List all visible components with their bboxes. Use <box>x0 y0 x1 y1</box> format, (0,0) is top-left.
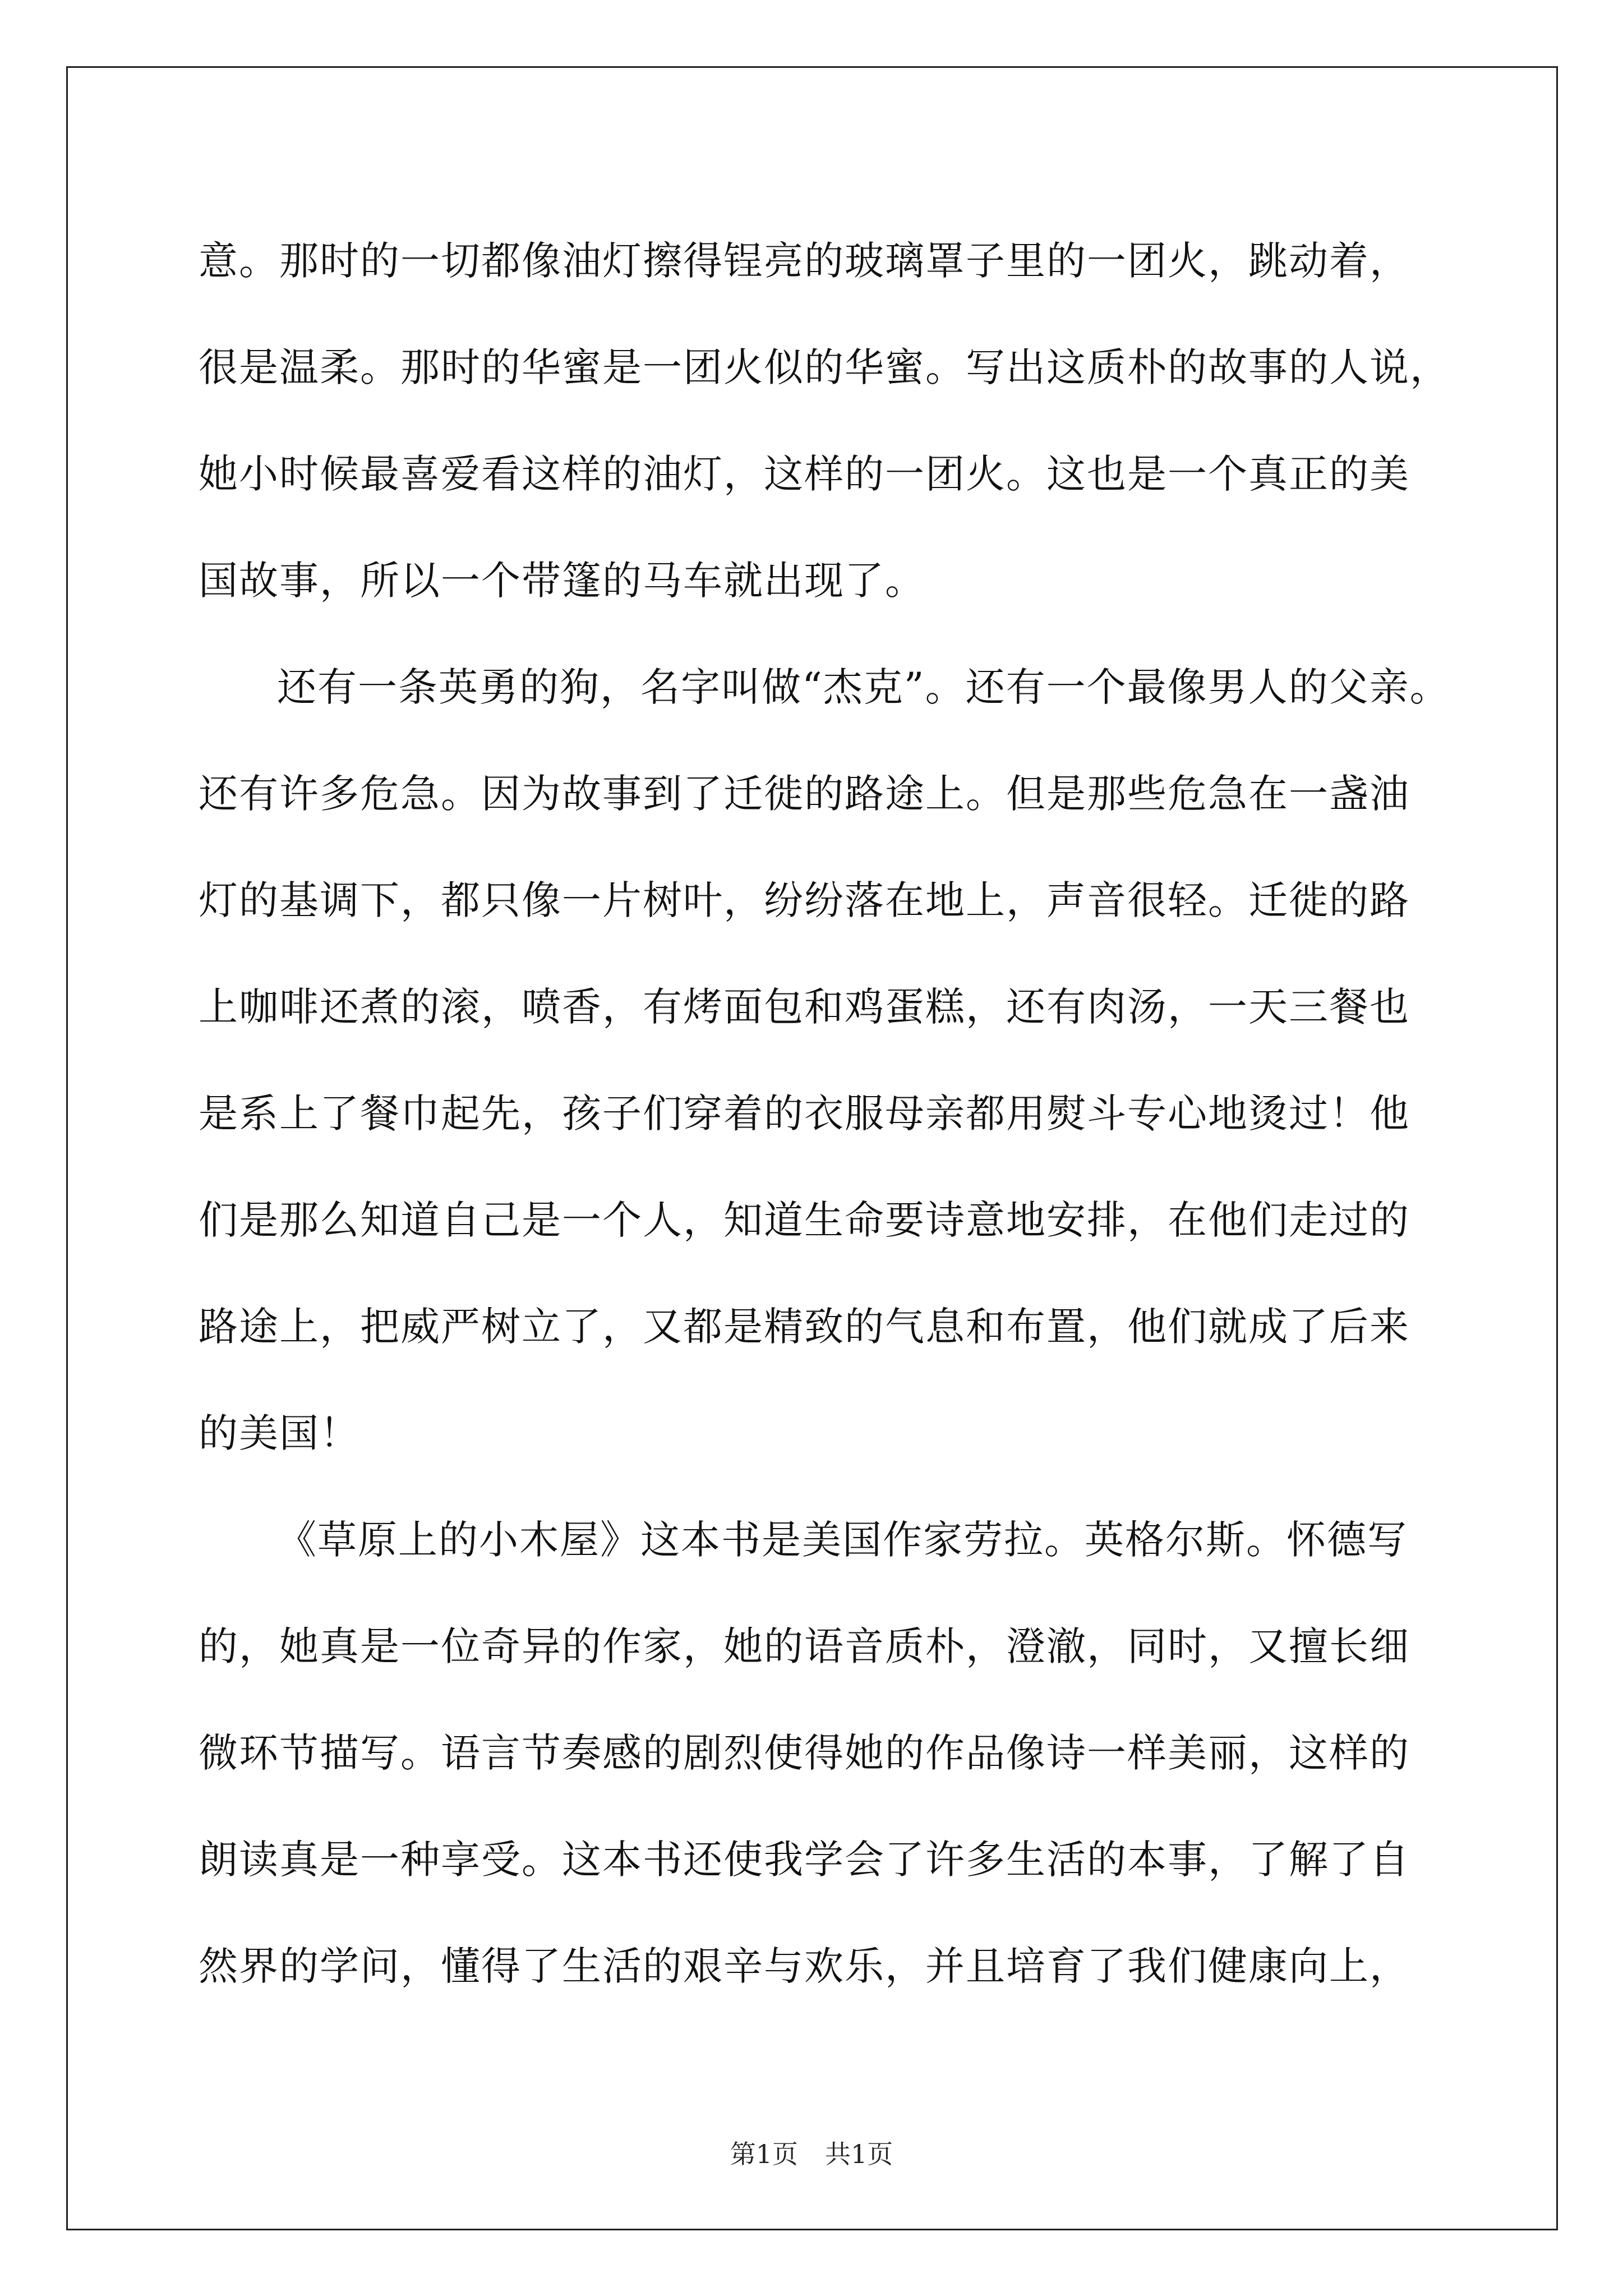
text-line-12: 的美国！ <box>199 1410 360 1456</box>
text-line-15: 微环节描写。语言节奏感的剧烈使得她的作品像诗一样美丽，这样的 <box>199 1730 1410 1776</box>
page-number: 第1页 <box>730 2139 798 2169</box>
page-total: 共1页 <box>825 2139 893 2169</box>
text-line-4: 国故事，所以一个带篷的马车就出现了。 <box>199 558 925 604</box>
text-line-8: 上咖啡还煮的滚，喷香，有烤面包和鸡蛋糕，还有肉汤，一天三餐也 <box>199 984 1410 1030</box>
text-line-3: 她小时候最喜爱看这样的油灯，这样的一团火。这也是一个真正的美 <box>199 451 1410 497</box>
text-line-14: 的，她真是一位奇异的作家，她的语音质朴，澄澈，同时，又擅长细 <box>199 1623 1410 1669</box>
document-body <box>199 208 1449 2019</box>
text-line-13: 《草原上的小木屋》这本书是美国作家劳拉。英格尔斯。怀德写 <box>277 1517 1408 1563</box>
text-line-16: 朗读真是一种享受。这本书还使我学会了许多生活的本事，了解了自 <box>199 1837 1410 1883</box>
text-line-9: 是系上了餐巾起先，孩子们穿着的衣服母亲都用熨斗专心地烫过！他 <box>199 1091 1410 1137</box>
text-line-17: 然界的学问，懂得了生活的艰辛与欢乐，并且培育了我们健康向上， <box>199 1943 1410 1989</box>
text-line-2: 很是温柔。那时的华蜜是一团火似的华蜜。写出这质朴的故事的人说， <box>199 344 1450 390</box>
text-line-10: 们是那么知道自己是一个人，知道生命要诗意地安排，在他们走过的 <box>199 1197 1410 1243</box>
text-line-5: 还有一条英勇的狗，名字叫做“杰克”。还有一个最像男人的父亲。 <box>277 664 1450 710</box>
text-line-6: 还有许多危急。因为故事到了迁徙的路途上。但是那些危急在一盏油 <box>199 771 1410 817</box>
text-line-11: 路途上，把威严树立了，又都是精致的气息和布置，他们就成了后来 <box>199 1304 1410 1350</box>
page-footer <box>0 2137 1623 2171</box>
text-line-1: 意。那时的一切都像油灯擦得锃亮的玻璃罩子里的一团火，跳动着， <box>199 238 1410 284</box>
text-line-7: 灯的基调下，都只像一片树叶，纷纷落在地上，声音很轻。迁徙的路 <box>199 877 1410 923</box>
